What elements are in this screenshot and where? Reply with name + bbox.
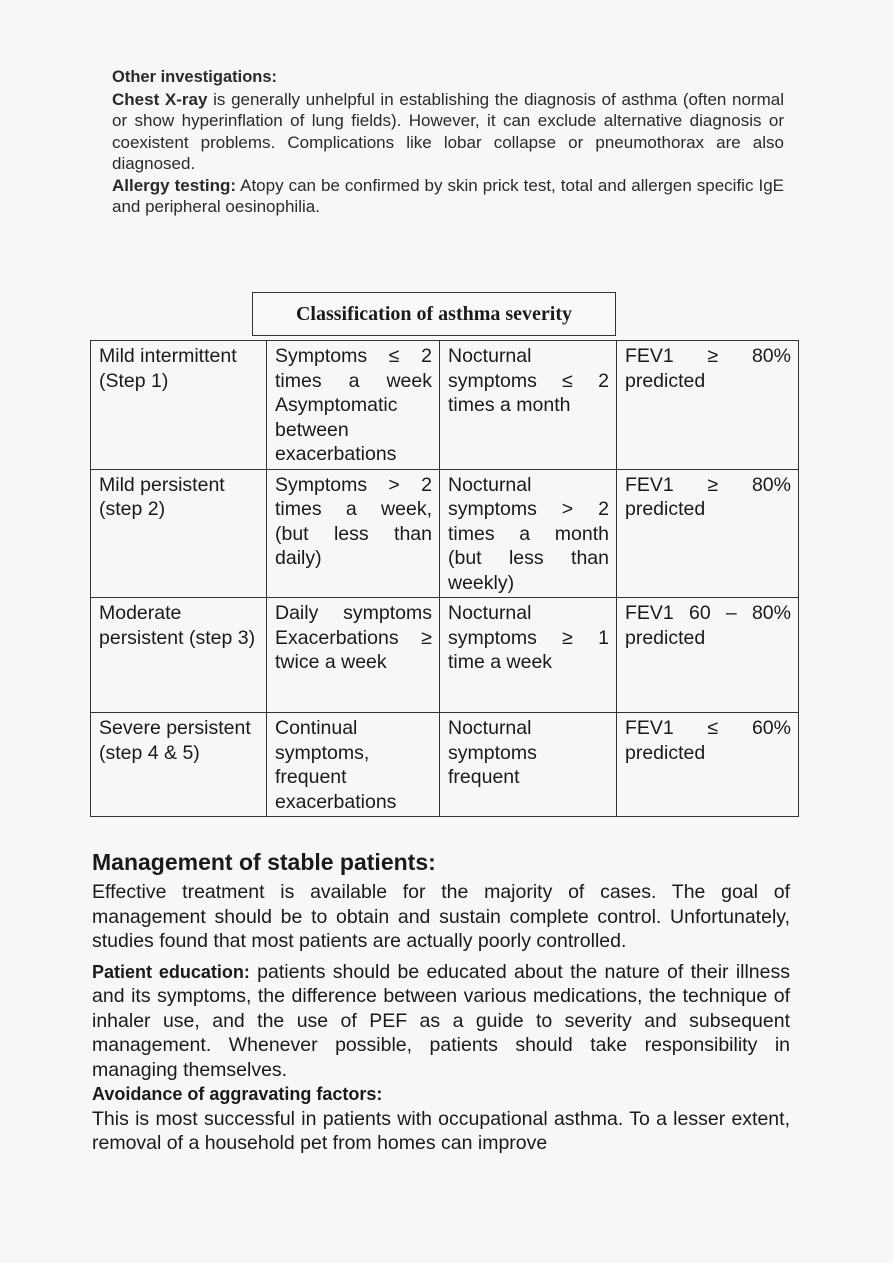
- management-section: [92, 848, 790, 1162]
- chest-xray-paragraph: [112, 89, 784, 175]
- avoidance-heading: Avoidance of aggravating factors:: [92, 1084, 383, 1104]
- allergy-testing-label: Allergy testing:: [112, 175, 237, 195]
- other-investigations-heading: Other investigations:: [112, 68, 278, 86]
- step-cell: Moderate persistent (step 3): [91, 598, 267, 713]
- daytime-symptoms-cell: Symptoms > 2 times a week, (but less than daily): [267, 469, 440, 598]
- nocturnal-symptoms-cell: Nocturnal symptoms ≥ 1 time a week: [440, 598, 617, 713]
- daytime-symptoms-cell: Continual symptoms, frequent exacerbations: [267, 713, 440, 817]
- chest-xray-label: Chest X-ray: [112, 89, 208, 109]
- fev1-cell: FEV1 ≥ 80% predicted: [617, 469, 799, 598]
- fev1-cell: FEV1 60 – 80% predicted: [617, 598, 799, 713]
- daytime-symptoms-cell: Symptoms ≤ 2 times a week Asymptomatic between exacerbations: [267, 341, 440, 470]
- step-cell: Mild persistent (step 2): [91, 469, 267, 598]
- nocturnal-symptoms-cell: Nocturnal symptoms frequent: [440, 713, 617, 817]
- fev1-cell: FEV1 ≤ 60% predicted: [617, 713, 799, 817]
- management-intro: Effective treatment is available for the majority of cases. The goal of management should be to obtain and sustain complete control. Unfortunately, studies found that most patients are actually poorly controlled.: [92, 881, 790, 952]
- table-row: [91, 341, 799, 470]
- table-row: [91, 598, 799, 713]
- asthma-severity-table: [90, 340, 799, 817]
- fev1-cell: FEV1 ≥ 80% predicted: [617, 341, 799, 470]
- nocturnal-symptoms-cell: Nocturnal symptoms > 2 times a month (but less than weekly): [440, 469, 617, 598]
- nocturnal-symptoms-cell: Nocturnal symptoms ≤ 2 times a month: [440, 341, 617, 470]
- table-title: Classification of asthma severity: [252, 292, 616, 336]
- patient-education-label: Patient education:: [92, 961, 250, 982]
- allergy-testing-text: Atopy can be confirmed by skin prick test, total and allergen specific IgE and peripheral oesinophilia.: [112, 175, 784, 216]
- step-cell: Mild intermittent (Step 1): [91, 341, 267, 470]
- avoidance-heading-line: [92, 1082, 790, 1107]
- table-row: [91, 713, 799, 817]
- daytime-symptoms-cell: Daily symptoms Exacerbations ≥ twice a week: [267, 598, 440, 713]
- table-row: [91, 469, 799, 598]
- allergy-testing-paragraph: [112, 175, 784, 218]
- avoidance-text: This is most successful in patients with occupational asthma. To a lesser extent, removal of a household pet from homes can improve: [92, 1107, 790, 1154]
- step-cell: Severe persistent (step 4 & 5): [91, 713, 267, 817]
- other-investigations-section: [112, 66, 784, 218]
- patient-education-paragraph: [92, 960, 790, 1083]
- patient-education-text: patients should be educated about the nature of their illness and its symptoms, the difference between various medications, the technique of inhaler use, and the use of PEF as a guide to severity and subsequent management. Whenever possible, patients should take responsibility in managing themselves.: [92, 960, 790, 1081]
- chest-xray-text: is generally unhelpful in establishing the diagnosis of asthma (often normal or show hyperinflation of lung fields). However, it can exclude alternative diagnosis or coexistent problems. Complications like lobar collapse or pneumothorax are also diagnosed.: [112, 89, 784, 173]
- management-heading: Management of stable patients:: [92, 849, 436, 875]
